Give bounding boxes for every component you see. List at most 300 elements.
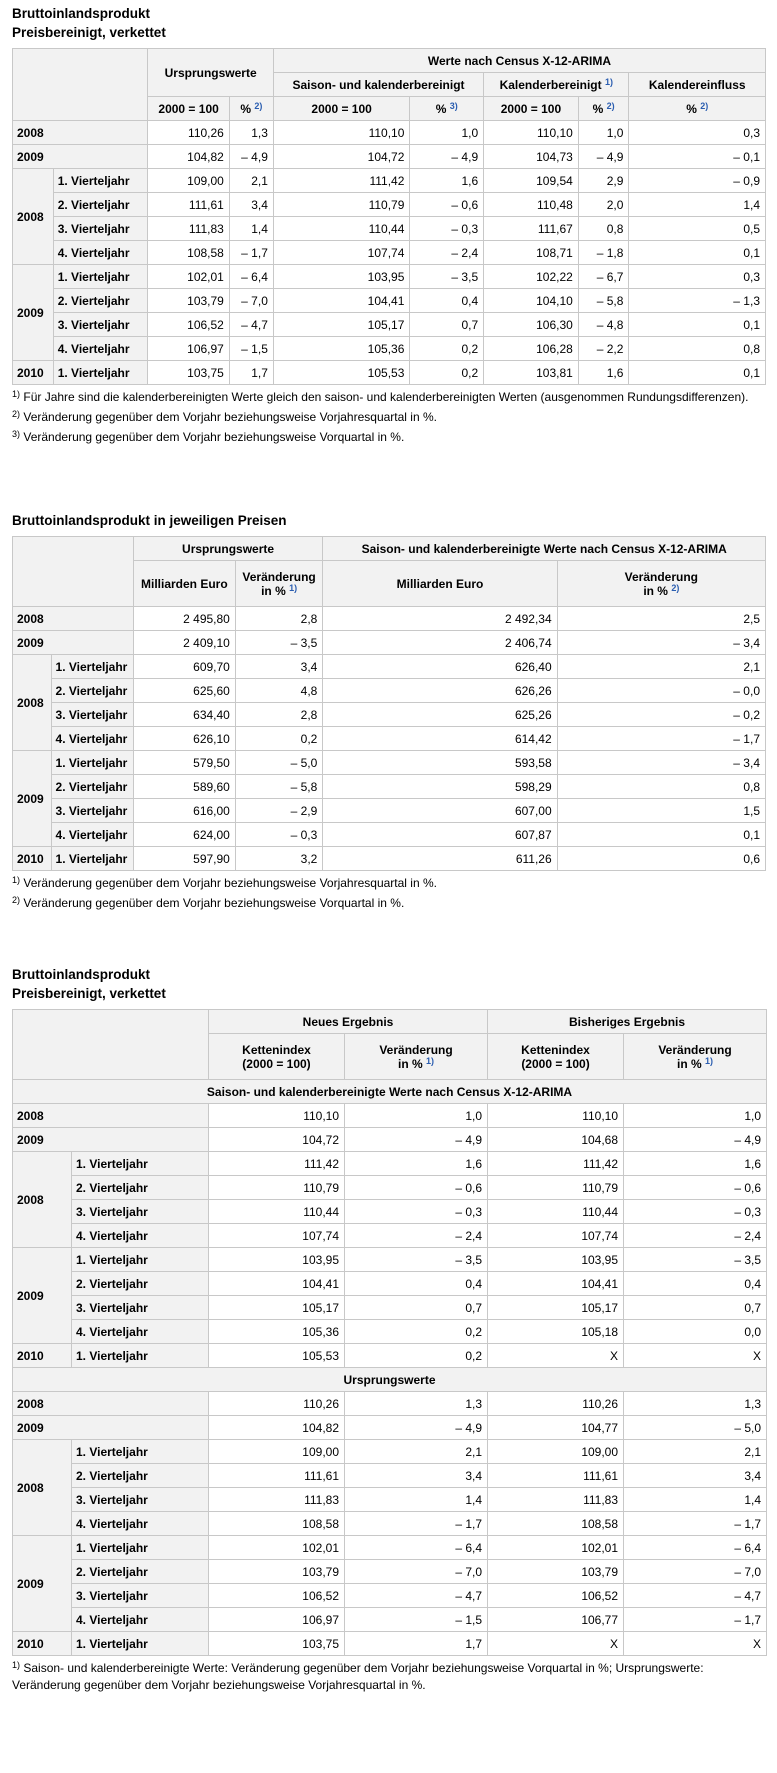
table2-title: Bruttoinlandsprodukt in jeweiligen Preisen [12,513,287,528]
table-row [13,193,766,217]
value-cell: 611,26 [323,847,557,871]
value-cell: 104,41 [273,289,410,313]
value-cell: 0,1 [629,241,766,265]
row-header-quarter: 1. Vierteljahr [53,169,148,193]
value-cell: 3,4 [235,655,322,679]
value-cell: – 4,9 [345,1416,488,1440]
value-cell: – 7,0 [624,1560,767,1584]
row-header-quarter: 2. Vierteljahr [72,1176,209,1200]
value-cell: 0,7 [410,313,484,337]
table3-head-kettenindex: Kettenindex (2000 = 100) [488,1034,624,1080]
table-row [13,607,766,631]
row-header-year: 2010 [13,1632,72,1656]
value-cell: 0,8 [578,217,629,241]
value-cell: 0,4 [624,1272,767,1296]
table-row [13,241,766,265]
value-cell: 106,52 [209,1584,345,1608]
table-row [13,1176,767,1200]
footnote-marker: 1) [12,875,21,885]
row-header-quarter: 1. Vierteljahr [51,655,133,679]
footnote-ref-link[interactable]: 1) [289,582,298,593]
footnote-ref-link[interactable]: 2) [254,100,263,111]
value-cell: – 6,4 [624,1536,767,1560]
value-cell: – 4,7 [229,313,273,337]
value-cell: 625,60 [133,679,235,703]
table1-head-einfluss: Kalendereinfluss [629,73,766,97]
footnote-ref-link[interactable]: 2) [700,100,709,111]
row-header-quarter: 3. Vierteljahr [51,703,133,727]
value-cell: 1,7 [345,1632,488,1656]
value-cell: 1,4 [345,1488,488,1512]
value-cell: 1,4 [229,217,273,241]
section-label: Ursprungswerte [13,1368,767,1392]
table1-head-idx: 2000 = 100 [273,97,410,121]
table-row [13,1464,767,1488]
value-cell: 0,3 [629,265,766,289]
section-row [13,1368,767,1392]
value-cell: 104,72 [273,145,410,169]
value-cell: 1,0 [624,1104,767,1128]
value-cell: 106,97 [209,1608,345,1632]
value-cell: 1,4 [624,1488,767,1512]
table-row [13,679,766,703]
table-row [13,265,766,289]
footnote-ref-link[interactable]: 1) [604,76,613,87]
table-row [13,1392,767,1416]
value-cell: 0,8 [557,775,765,799]
value-cell: 104,10 [484,289,579,313]
value-cell: 1,0 [410,121,484,145]
table3-head-veraenderung: Veränderung in % $^{1)}$ [345,1034,488,1080]
value-cell: 107,74 [488,1224,624,1248]
table1-body [13,121,766,385]
table2-caption [12,511,766,530]
value-cell: – 4,9 [345,1128,488,1152]
value-cell: – 0,0 [557,679,765,703]
row-header-quarter: 1. Vierteljahr [72,1344,209,1368]
value-cell: 110,26 [148,121,229,145]
value-cell: – 0,6 [624,1176,767,1200]
table3 [12,1009,767,1656]
table1-head-pct: % $^{3)}$ [410,97,484,121]
value-cell: 109,00 [148,169,229,193]
value-cell: 111,83 [488,1488,624,1512]
value-cell: X [624,1344,767,1368]
row-header-year: 2008 [13,169,54,265]
value-cell: 4,8 [235,679,322,703]
row-header-year: 2010 [13,847,52,871]
value-cell: – 3,4 [557,631,765,655]
value-cell: – 4,9 [624,1128,767,1152]
value-cell: X [488,1344,624,1368]
value-cell: 597,90 [133,847,235,871]
value-cell: 3,4 [229,193,273,217]
table3-footnotes [12,1660,766,1694]
value-cell: 111,83 [209,1488,345,1512]
value-cell: 104,82 [148,145,229,169]
value-cell: 1,3 [624,1392,767,1416]
table-row [13,313,766,337]
table-row [13,1272,767,1296]
value-cell: 2,1 [229,169,273,193]
table1-head-saison: Saison- und kalenderbereinigt [273,73,483,97]
table2-body [13,607,766,871]
table2-head-veraenderung: Veränderung in % $^{1)}$ [235,561,322,607]
row-header-quarter: 2. Vierteljahr [53,193,148,217]
value-cell: 2 495,80 [133,607,235,631]
value-cell: 2,5 [557,607,765,631]
value-cell: – 1,7 [624,1512,767,1536]
value-cell: 106,28 [484,337,579,361]
value-cell: 105,18 [488,1320,624,1344]
value-cell: 625,26 [323,703,557,727]
table-row [13,1608,767,1632]
value-cell: – 0,2 [557,703,765,727]
table3-head-bisheriges: Bisheriges Ergebnis [488,1010,767,1034]
value-cell: – 6,7 [578,265,629,289]
table2-footnotes [12,875,766,912]
table-row [13,1248,767,1272]
value-cell: 2 409,10 [133,631,235,655]
table-row [13,1128,767,1152]
row-header-quarter: 1. Vierteljahr [53,265,148,289]
value-cell: 2 406,74 [323,631,557,655]
row-header-quarter: 2. Vierteljahr [51,775,133,799]
table-row [13,1224,767,1248]
footnote-ref-link[interactable]: 1) [705,1055,714,1066]
row-header-quarter: 4. Vierteljahr [72,1512,209,1536]
value-cell: 0,4 [410,289,484,313]
table-row [13,823,766,847]
value-cell: 106,52 [148,313,229,337]
value-cell: 0,4 [345,1272,488,1296]
value-cell: 105,36 [273,337,410,361]
value-cell: 0,2 [345,1344,488,1368]
section-label: Saison- und kalenderbereinigte Werte nach Census X-12-ARIMA [13,1080,767,1104]
value-cell: 102,22 [484,265,579,289]
table1-head-pct: % $^{2)}$ [229,97,273,121]
value-cell: 0,2 [235,727,322,751]
value-cell: – 7,0 [229,289,273,313]
footnote [12,875,766,892]
value-cell: 107,74 [209,1224,345,1248]
table3-corner [13,1010,209,1080]
value-cell: 0,2 [410,337,484,361]
value-cell: 103,81 [484,361,579,385]
table2-head-mrd: Milliarden Euro [323,561,557,607]
value-cell: 110,44 [209,1200,345,1224]
value-cell: – 3,5 [410,265,484,289]
value-cell: – 3,5 [624,1248,767,1272]
value-cell: 109,00 [488,1440,624,1464]
row-header-year: 2010 [13,1344,72,1368]
row-header-year: 2008 [13,1440,72,1536]
value-cell: 102,01 [488,1536,624,1560]
value-cell: – 3,5 [235,631,322,655]
value-cell: 106,77 [488,1608,624,1632]
value-cell: 104,41 [209,1272,345,1296]
table2-head-veraenderung: Veränderung in % $^{2)}$ [557,561,765,607]
value-cell: 110,79 [488,1176,624,1200]
table3-caption [12,965,766,1003]
table3-head-veraenderung: Veränderung in % $^{1)}$ [624,1034,767,1080]
value-cell: 0,2 [410,361,484,385]
value-cell: 626,10 [133,727,235,751]
row-header-quarter: 4. Vierteljahr [72,1608,209,1632]
row-header-quarter: 4. Vierteljahr [53,337,148,361]
row-header-quarter: 4. Vierteljahr [53,241,148,265]
value-cell: 110,10 [273,121,410,145]
table2-head-ursprungswerte: Ursprungswerte [133,537,323,561]
value-cell: – 5,8 [235,775,322,799]
value-cell: 108,58 [488,1512,624,1536]
table-row [13,1320,767,1344]
value-cell: 111,83 [148,217,229,241]
footnote-ref-link[interactable]: 1) [426,1055,435,1066]
value-cell: – 0,3 [345,1200,488,1224]
value-cell: 110,10 [488,1104,624,1128]
value-cell: 111,42 [273,169,410,193]
table1-subtitle: Preisbereinigt, verkettet [12,25,166,40]
value-cell: 106,97 [148,337,229,361]
value-cell: 0,1 [629,361,766,385]
section-row [13,1080,767,1104]
value-cell: 106,30 [484,313,579,337]
value-cell: 102,01 [148,265,229,289]
table-row [13,169,766,193]
value-cell: 1,3 [229,121,273,145]
value-cell: 624,00 [133,823,235,847]
value-cell: 103,75 [148,361,229,385]
value-cell: 108,71 [484,241,579,265]
value-cell: 110,44 [273,217,410,241]
value-cell: 609,70 [133,655,235,679]
row-header-year: 2008 [13,1104,209,1128]
value-cell: 626,40 [323,655,557,679]
footnote [12,389,766,406]
value-cell: – 1,7 [229,241,273,265]
value-cell: 104,77 [488,1416,624,1440]
table1-head-kalender: Kalenderbereinigt $^{1)}$ [484,73,629,97]
table-row [13,1200,767,1224]
row-header-year: 2009 [13,631,134,655]
footnote-text: Veränderung gegenüber dem Vorjahr beziehungsweise Vorquartal in %. [23,430,405,444]
value-cell: 579,50 [133,751,235,775]
value-cell: – 4,9 [410,145,484,169]
value-cell: 108,58 [209,1512,345,1536]
value-cell: – 3,4 [557,751,765,775]
footnote-text: Veränderung gegenüber dem Vorjahr beziehungsweise Vorjahresquartal in %. [23,410,437,424]
value-cell: 1,0 [578,121,629,145]
row-header-year: 2009 [13,265,54,361]
table-row [13,751,766,775]
table1-head-ursprungswerte: Ursprungswerte [148,49,273,97]
table-row [13,1104,767,1128]
value-cell: 0,7 [624,1296,767,1320]
value-cell: X [488,1632,624,1656]
row-header-quarter: 3. Vierteljahr [72,1584,209,1608]
footnote-ref-link[interactable]: 2) [606,100,615,111]
value-cell: 105,17 [488,1296,624,1320]
value-cell: – 1,5 [345,1608,488,1632]
value-cell: 104,68 [488,1128,624,1152]
row-header-year: 2008 [13,1392,209,1416]
row-header-year: 2009 [13,751,52,847]
row-header-quarter: 1. Vierteljahr [72,1248,209,1272]
table-row [13,1152,767,1176]
row-header-quarter: 2. Vierteljahr [72,1464,209,1488]
value-cell: 1,5 [557,799,765,823]
row-header-quarter: 2. Vierteljahr [51,679,133,703]
value-cell: 3,2 [235,847,322,871]
value-cell: 110,10 [484,121,579,145]
table-row [13,631,766,655]
table2-head-saison: Saison- und kalenderbereinigte Werte nach Census X-12-ARIMA [323,537,766,561]
value-cell: – 4,7 [345,1584,488,1608]
row-header-year: 2008 [13,121,148,145]
row-header-quarter: 3. Vierteljahr [72,1200,209,1224]
footnote-marker: 2) [12,409,21,419]
row-header-quarter: 4. Vierteljahr [72,1320,209,1344]
value-cell: 0,7 [345,1296,488,1320]
value-cell: – 1,7 [624,1608,767,1632]
value-cell: 0,1 [557,823,765,847]
value-cell: 1,0 [345,1104,488,1128]
value-cell: 110,48 [484,193,579,217]
footnote-text: Saison- und kalenderbereinigte Werte: Veränderung gegenüber dem Vorjahr beziehungsweise Vorquartal in %; Ursprungswerte: Veränderung gegenüber dem Vorjahr beziehungsweise Vorjahresquartal in %. [12,1661,704,1692]
table-row [13,1584,767,1608]
value-cell: 2,8 [235,703,322,727]
value-cell: 109,00 [209,1440,345,1464]
value-cell: 103,75 [209,1632,345,1656]
value-cell: – 7,0 [345,1560,488,1584]
value-cell: 2 492,34 [323,607,557,631]
value-cell: 2,1 [557,655,765,679]
value-cell: 0,2 [345,1320,488,1344]
value-cell: 111,42 [488,1152,624,1176]
footnote [12,429,766,446]
value-cell: 105,53 [209,1344,345,1368]
table2 [12,536,766,871]
table3-body [13,1080,767,1656]
value-cell: 108,58 [148,241,229,265]
table-row [13,775,766,799]
row-header-quarter: 4. Vierteljahr [51,727,133,751]
table3-head-neues: Neues Ergebnis [209,1010,488,1034]
value-cell: 593,58 [323,751,557,775]
value-cell: 102,01 [209,1536,345,1560]
table-row [13,145,766,169]
value-cell: 103,95 [488,1248,624,1272]
footnote [12,1660,766,1694]
value-cell: 2,1 [624,1440,767,1464]
table-row [13,703,766,727]
row-header-year: 2009 [13,145,148,169]
value-cell: 607,00 [323,799,557,823]
table-row [13,1488,767,1512]
value-cell: 3,4 [345,1464,488,1488]
table-row [13,799,766,823]
table-row [13,1344,767,1368]
value-cell: 110,10 [209,1104,345,1128]
row-header-year: 2009 [13,1128,209,1152]
value-cell: X [624,1632,767,1656]
value-cell: 2,8 [235,607,322,631]
value-cell: 105,17 [273,313,410,337]
value-cell: 111,61 [488,1464,624,1488]
value-cell: 634,40 [133,703,235,727]
footnote [12,409,766,426]
table1 [12,48,766,385]
value-cell: – 4,9 [229,145,273,169]
footnote-text: Veränderung gegenüber dem Vorjahr beziehungsweise Vorjahresquartal in %. [23,876,437,890]
table1-head-pct: % $^{2)}$ [629,97,766,121]
row-header-quarter: 1. Vierteljahr [72,1152,209,1176]
table1-head-idx: 2000 = 100 [148,97,229,121]
value-cell: 105,36 [209,1320,345,1344]
table-row [13,655,766,679]
row-header-quarter: 4. Vierteljahr [51,823,133,847]
value-cell: 0,5 [629,217,766,241]
row-header-quarter: 2. Vierteljahr [72,1560,209,1584]
table-row [13,1440,767,1464]
table2-corner [13,537,134,607]
footnote-marker: 3) [12,429,21,439]
table-row [13,1512,767,1536]
footnote-ref-link[interactable]: 3) [449,100,458,111]
value-cell: – 1,7 [557,727,765,751]
footnote-text: Für Jahre sind die kalenderbereinigten Werte gleich den saison- und kalenderbereinigten Werten (ausgenommen Rundungsdifferenzen). [23,390,749,404]
value-cell: 0,3 [629,121,766,145]
value-cell: – 3,5 [345,1248,488,1272]
value-cell: 104,73 [484,145,579,169]
footnote-ref-link[interactable]: 2) [671,582,680,593]
footnote [12,895,766,912]
table2-head-mrd: Milliarden Euro [133,561,235,607]
row-header-quarter: 2. Vierteljahr [53,289,148,313]
table1-head-idx: 2000 = 100 [484,97,579,121]
value-cell: 1,6 [345,1152,488,1176]
value-cell: 104,82 [209,1416,345,1440]
table-row [13,847,766,871]
value-cell: – 1,5 [229,337,273,361]
row-header-quarter: 3. Vierteljahr [72,1296,209,1320]
row-header-quarter: 1. Vierteljahr [53,361,148,385]
table1-footnotes [12,389,766,446]
value-cell: 103,95 [273,265,410,289]
row-header-year: 2009 [13,1248,72,1344]
value-cell: – 2,4 [345,1224,488,1248]
value-cell: 0,1 [629,313,766,337]
table1-caption [12,4,766,42]
value-cell: 614,42 [323,727,557,751]
value-cell: – 5,8 [578,289,629,313]
value-cell: – 6,4 [229,265,273,289]
value-cell: 111,61 [148,193,229,217]
value-cell: 607,87 [323,823,557,847]
table-row [13,217,766,241]
value-cell: – 4,8 [578,313,629,337]
table1-head-pct: % $^{2)}$ [578,97,629,121]
footnote-marker: 1) [12,1660,21,1670]
value-cell: 110,79 [273,193,410,217]
table-row [13,361,766,385]
table-row [13,1416,767,1440]
footnote-marker: 2) [12,895,21,905]
footnote-marker: 1) [12,389,21,399]
table-row [13,1296,767,1320]
value-cell: – 0,9 [629,169,766,193]
